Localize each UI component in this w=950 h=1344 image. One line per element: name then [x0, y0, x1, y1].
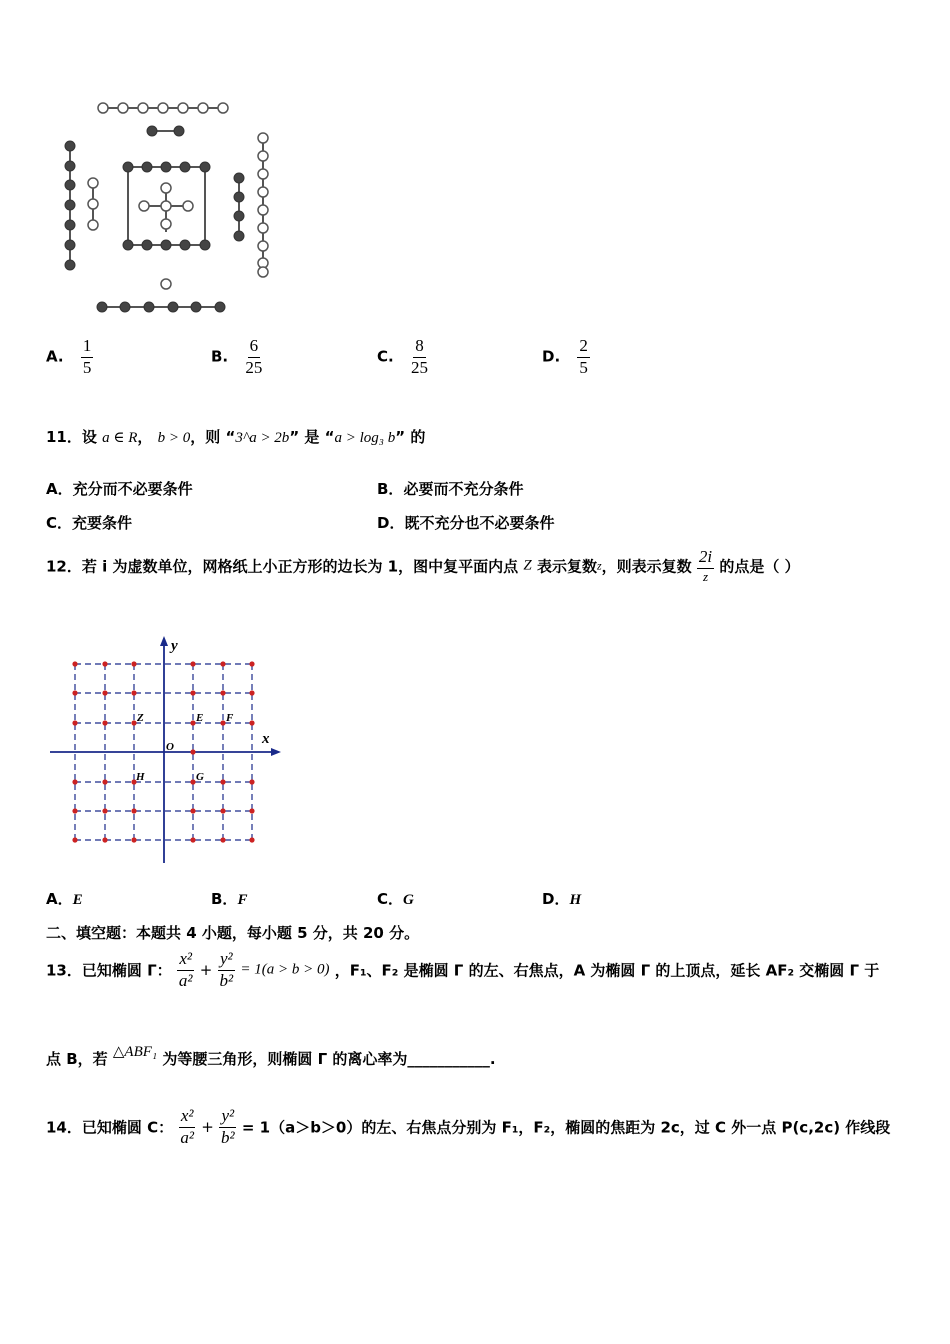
fraction: $\frac{2}{5}$	[579, 336, 588, 377]
fraction-2i-over-z: $\frac{2i}{z}$	[698, 547, 713, 584]
fraction: $\frac{8}{25}$	[410, 336, 428, 377]
fraction-y2-b2: $\frac{\text{y²}}{\text{b²}}$	[221, 1106, 235, 1147]
q10-option-b[interactable]: B. $\frac{6}{25}$	[211, 336, 263, 377]
q10-option-d[interactable]: D. $\frac{2}{5}$	[542, 336, 588, 377]
point-label-f: F	[226, 712, 234, 724]
fraction-y2-b2: $\frac{\text{y²}}{\text{b²}}$	[219, 949, 234, 990]
point-label-h: H	[136, 771, 145, 783]
q12-option-a[interactable]: A．E	[46, 890, 83, 908]
fraction: $\frac{1}{5}$	[82, 336, 92, 377]
q11-option-a[interactable]: A．充分而不必要条件	[46, 480, 193, 498]
axis-label-x: x	[262, 731, 270, 747]
q14-stem: 14．已知椭圆 C： $\frac{\text{x²}}{\text{a²}}$ + $\frac{\text{y²}}{\text{b²}}$ = 1（a＞b＞0）的左、右焦点分别为 F₁，F₂，椭圆的焦距为 2c，过 C 外一点 P(c,2c) 作线段	[46, 1106, 891, 1147]
point-label-e: E	[196, 712, 204, 724]
q10-option-c[interactable]: C. $\frac{8}{25}$	[377, 336, 428, 377]
q12-option-c[interactable]: C．G	[377, 890, 414, 908]
answer-blank[interactable]: ___________	[407, 1050, 490, 1068]
q12-stem: 12．若 i 为虚数单位，网格纸上小正方形的边长为 1，图中复平面内点 Z 表示复数z，则表示复数 $\frac{2i}{z}$ 的点是（ ）	[46, 547, 800, 584]
q11-option-c[interactable]: C．充要条件	[46, 514, 133, 532]
q12-complex-plane	[45, 630, 290, 870]
q11-stem: 11．设 a ∈ R， b > 0，则 “3^a > 2b” 是 “a > log₃ b” 的	[46, 428, 426, 446]
fraction-x2-a2: $\frac{\text{x²}}{\text{a²}}$	[180, 1106, 194, 1147]
q13-stem: 13．已知椭圆 Γ： $\frac{\text{x²}}{\text{a²}}$ + $\frac{\text{y²}}{\text{b²}}$ = 1(a > b > 0) ，F₁、F₂ 是椭圆 Γ 的左、右焦点，A 为椭圆 Γ 的上顶点，延长 AF₂ 交椭圆 Γ 于	[46, 949, 880, 990]
fraction-x2-a2: $\frac{\text{x²}}{\text{a²}}$	[178, 949, 193, 990]
section-heading: 二、填空题：本题共 4 小题，每小题 5 分，共 20 分。	[46, 924, 420, 942]
origin-label: O	[166, 741, 174, 753]
q12-option-b[interactable]: B．F	[211, 890, 248, 908]
q11-option-b[interactable]: B．必要而不充分条件	[377, 480, 524, 498]
point-label-z: Z	[137, 712, 144, 724]
q10-figure	[55, 95, 285, 320]
point-label-g: G	[196, 771, 204, 783]
q10-option-a[interactable]: A. $\frac{1}{5}$	[46, 336, 92, 377]
q12-option-d[interactable]: D．H	[542, 890, 582, 908]
fraction: $\frac{6}{25}$	[245, 336, 263, 377]
axis-label-y: y	[171, 638, 178, 654]
q13-line2: 点 B，若 △ABF₁ 为等腰三角形，则椭圆 Γ 的离心率为___________.	[46, 1044, 496, 1068]
q11-option-d[interactable]: D．既不充分也不必要条件	[377, 514, 555, 532]
